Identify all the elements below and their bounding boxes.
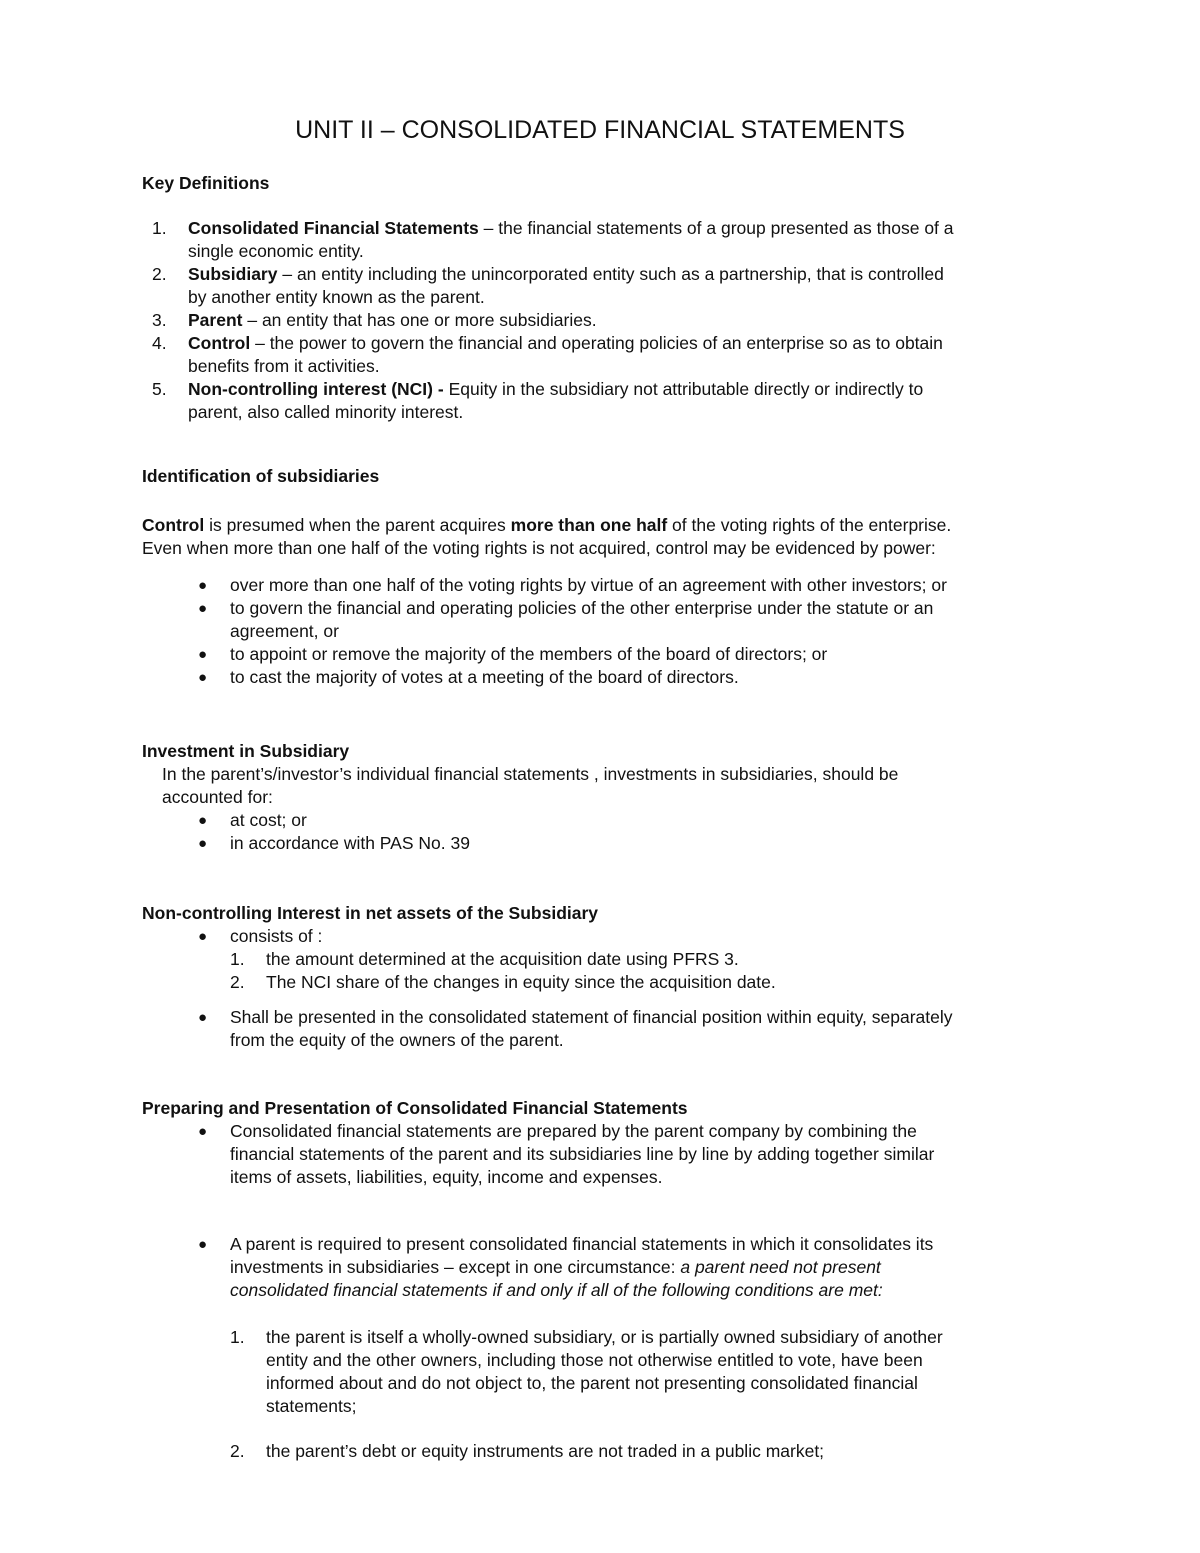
list-item: ● to govern the financial and operating policies of the other enterprise under the statute or an agreement, or xyxy=(198,598,934,641)
list-item: 2. The NCI share of the changes in equity since the acquisition date. xyxy=(230,972,776,992)
bullet-icon: ● xyxy=(198,1123,208,1140)
definition-term: Parent xyxy=(188,310,243,330)
definition-term: Subsidiary xyxy=(188,264,278,284)
bullet-icon: ● xyxy=(198,646,208,663)
key-definitions-section xyxy=(142,172,1062,424)
bullet-icon: ● xyxy=(198,1236,208,1253)
definition-text: an entity that has one or more subsidiaries. xyxy=(261,310,597,330)
preparing-list-2 xyxy=(142,1233,1062,1302)
nci-sublist xyxy=(142,948,1062,994)
document-title: UNIT II – CONSOLIDATED FINANCIAL STATEMENTS xyxy=(295,116,905,144)
preparing-heading: Preparing and Presentation of Consolidated Financial Statements xyxy=(142,1098,688,1118)
definition-term: Non-controlling interest (NCI) - xyxy=(188,379,444,399)
list-item: ● A parent is required to present consolidated financial statements in which it consolidates its investments in subsidiaries – except in one circumstance: a parent need not present consolidated financial statements if and only if all of the following conditions are met: xyxy=(198,1234,934,1300)
list-item: ● to appoint or remove the majority of the members of the board of directors; or xyxy=(198,644,828,664)
nci-heading: Non-controlling Interest in net assets of the Subsidiary xyxy=(142,903,599,923)
list-item: ● to cast the majority of votes at a meeting of the board of directors. xyxy=(198,667,739,687)
list-item: ● over more than one half of the voting rights by virtue of an agreement with other investors; or xyxy=(198,575,947,595)
preparing-list xyxy=(142,1120,1062,1189)
definitions-list xyxy=(142,217,1062,424)
nci-section xyxy=(142,902,1062,1052)
conditions-list xyxy=(142,1326,1062,1463)
definition-term: Control xyxy=(188,333,251,353)
identification-paragraph: Control is presumed when the parent acquires more than one half of the voting rights of the enterprise. Even when more than one half of the voting rights is not acquired, control may be evidenced by power: xyxy=(142,515,952,558)
identification-section xyxy=(142,465,1062,689)
bullet-icon: ● xyxy=(198,812,208,829)
list-item: 2. the parent’s debt or equity instruments are not traded in a public market; xyxy=(230,1441,825,1461)
list-item: 1. the amount determined at the acquisition date using PFRS 3. xyxy=(230,949,739,969)
control-evidence-list xyxy=(142,574,1062,689)
key-definitions-heading: Key Definitions xyxy=(142,173,270,193)
definition-item: 1. Consolidated Financial Statements – the financial statements of a group presented as those of a single economic entity. xyxy=(152,218,954,261)
definition-term: Consolidated Financial Statements xyxy=(188,218,479,238)
definition-item: 2. Subsidiary – an entity including the unincorporated entity such as a partnership, that is controlled by another entity known as the parent. xyxy=(152,264,944,307)
definition-text: Equity in the subsidiary not attributable directly or indirectly to xyxy=(448,379,924,399)
definition-text: the financial statements of a group presented as those of a xyxy=(498,218,954,238)
identification-heading: Identification of subsidiaries xyxy=(142,466,380,486)
definition-text: the power to govern the financial and operating policies of an enterprise so as to obtain xyxy=(269,333,943,353)
list-item: ● at cost; or xyxy=(198,810,307,830)
list-item: ● in accordance with PAS No. 39 xyxy=(198,833,470,853)
bullet-icon: ● xyxy=(198,835,208,852)
nci-list-2 xyxy=(142,1006,1062,1052)
list-item: ● Consolidated financial statements are prepared by the parent company by combining the financial statements of the parent and its subsidiaries line by line by adding together similar items of assets, liabilities, equity, income and expenses. xyxy=(198,1121,935,1187)
investment-heading: Investment in Subsidiary xyxy=(142,741,350,761)
nci-list xyxy=(142,925,1062,948)
bullet-icon: ● xyxy=(198,1009,208,1026)
bullet-icon: ● xyxy=(198,669,208,686)
definition-item: 3. Parent – an entity that has one or more subsidiaries. xyxy=(152,310,597,330)
bullet-icon: ● xyxy=(198,577,208,594)
list-item: ● consists of : xyxy=(198,926,323,946)
definition-item: 4. Control – the power to govern the financial and operating policies of an enterprise so as to obtain benefits from it activities. xyxy=(152,333,943,376)
bullet-icon: ● xyxy=(198,600,208,617)
investment-paragraph: In the parent’s/investor’s individual financial statements , investments in subsidiaries, should be accounted for: xyxy=(162,764,899,807)
investment-section xyxy=(142,740,1062,855)
bullet-icon: ● xyxy=(198,928,208,945)
list-item: ● Shall be presented in the consolidated statement of financial position within equity, separately from the equity of the owners of the parent. xyxy=(198,1007,953,1050)
definition-item: 5. Non-controlling interest (NCI) - Equity in the subsidiary not attributable directly or indirectly to parent, also called minority interest. xyxy=(152,379,924,422)
investment-list xyxy=(142,809,1062,855)
preparing-section xyxy=(142,1097,1062,1463)
definition-text: an entity including the unincorporated entity such as a partnership, that is controlled xyxy=(296,264,944,284)
list-item: 1. the parent is itself a wholly-owned subsidiary, or is partially owned subsidiary of another entity and the other owners, including those not otherwise entitled to vote, have been informed about and do not object to, the parent not presenting consolidated financial statements; xyxy=(230,1327,943,1416)
